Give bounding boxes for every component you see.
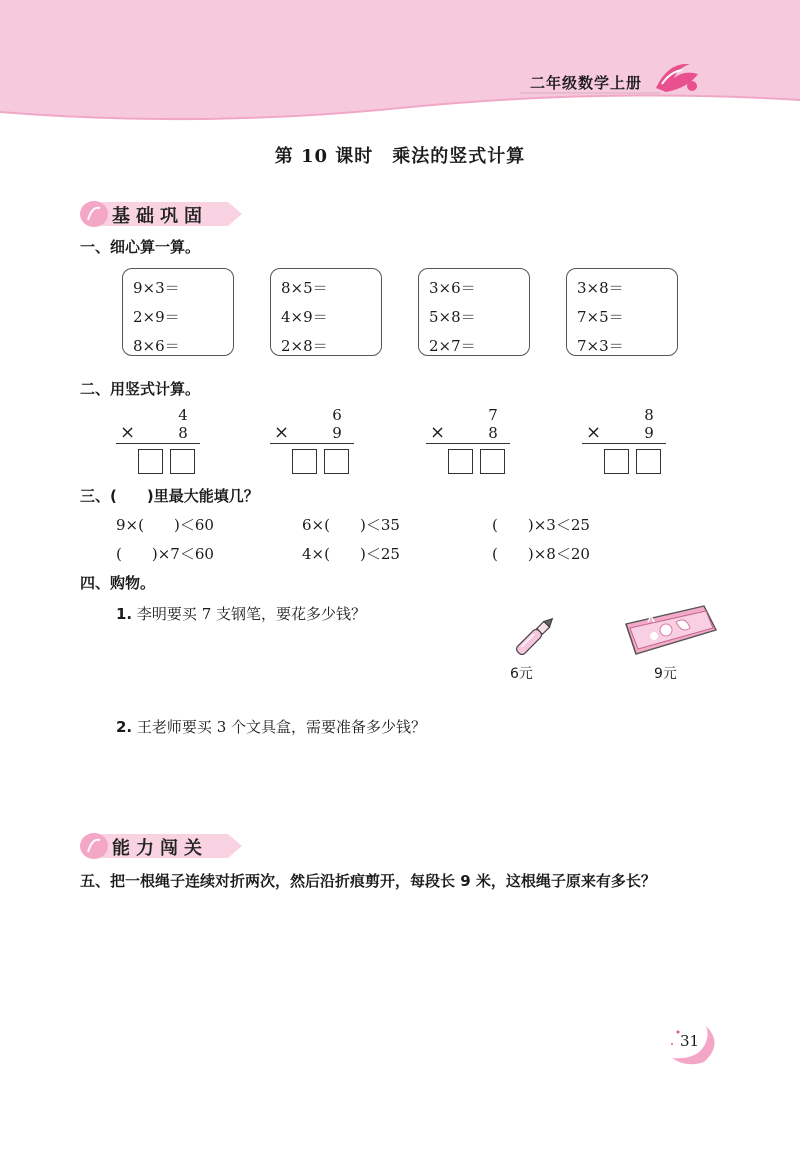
equation-box-3 [418,268,530,356]
equation-box-2 [270,268,382,356]
multiplier: 8 [178,424,188,442]
comparison-item: 9×( )＜60 [116,516,214,534]
multiplier: 9 [644,424,654,442]
calc-rule [582,443,666,444]
multiplicand: 6 [332,406,342,424]
vertical-calc-2 [270,402,360,472]
calc-rule [426,443,510,444]
calc-rule [116,443,200,444]
equation: 8×5＝ [281,279,328,297]
section-label-basic: 基础巩固 [112,206,208,227]
problem-2-text: 王老师要买 3 个文具盒，需要准备多少钱？ [136,718,427,736]
multiplicand: 8 [644,406,654,424]
equation: 2×9＝ [133,308,180,326]
section-banner-advanced [78,830,248,862]
multiplier: 9 [332,424,342,442]
vertical-calc-3 [426,402,516,472]
q1-title: 一、细心算一算。 [80,238,201,256]
answer-box[interactable] [292,449,317,474]
q3-title: 三、( )里最大能填几？ [80,487,259,505]
section-label-advanced: 能力闯关 [112,838,208,859]
comparison-item: ( )×8＜20 [492,545,590,563]
equation: 2×7＝ [429,337,476,355]
comparison-item: ( )×3＜25 [492,516,590,534]
pencil-case-price: 9元 [654,666,677,682]
times-sign: × [430,422,446,443]
book-title: 二年级数学上册 [530,74,643,92]
equation: 7×5＝ [577,308,624,326]
answer-box[interactable] [448,449,473,474]
q5-text: 五、把一根绳子连续对折两次，然后沿折痕剪开，每段长 9 米，这根绳子原来有多长？ [80,872,656,890]
calc-rule [270,443,354,444]
equation-box-4 [566,268,678,356]
answer-box[interactable] [636,449,661,474]
book-logo-icon [648,58,708,98]
equation: 3×8＝ [577,279,624,297]
pen-price: 6元 [510,666,533,682]
pencil-case-icon [620,602,720,660]
equation: 4×9＝ [281,308,328,326]
equation: 7×3＝ [577,337,624,355]
answer-box[interactable] [138,449,163,474]
multiplier: 8 [488,424,498,442]
fountain-pen-icon [506,614,562,660]
equation: 5×8＝ [429,308,476,326]
vertical-calc-1 [116,402,206,472]
comparison-item: 6×( )＜35 [302,516,400,534]
times-sign: × [274,422,290,443]
answer-box[interactable] [170,449,195,474]
page-number: 31 [680,1032,700,1050]
comparison-item: 4×( )＜25 [302,545,400,563]
times-sign: × [120,422,136,443]
problem-2-number: 2. [116,718,133,736]
equation-box-1 [122,268,234,356]
problem-1-number: 1. [116,605,133,623]
q4-title: 四、购物。 [80,574,156,592]
multiplicand: 7 [488,406,498,424]
q2-title: 二、用竖式计算。 [80,380,201,398]
times-sign: × [586,422,602,443]
equation: 9×3＝ [133,279,180,297]
problem-2 [116,716,426,737]
comparison-item: ( )×7＜60 [116,545,214,563]
answer-box[interactable] [604,449,629,474]
lesson-title: 第 10 课时 乘法的竖式计算 [274,146,526,167]
problem-1 [116,603,366,624]
vertical-calc-4 [582,402,672,472]
section-banner-basic [78,198,248,230]
equation: 8×6＝ [133,337,180,355]
answer-box[interactable] [480,449,505,474]
equation: 2×8＝ [281,337,328,355]
answer-box[interactable] [324,449,349,474]
multiplicand: 4 [178,406,188,424]
equation: 3×6＝ [429,279,476,297]
problem-1-text: 李明要买 7 支钢笔，要花多少钱？ [136,605,367,623]
